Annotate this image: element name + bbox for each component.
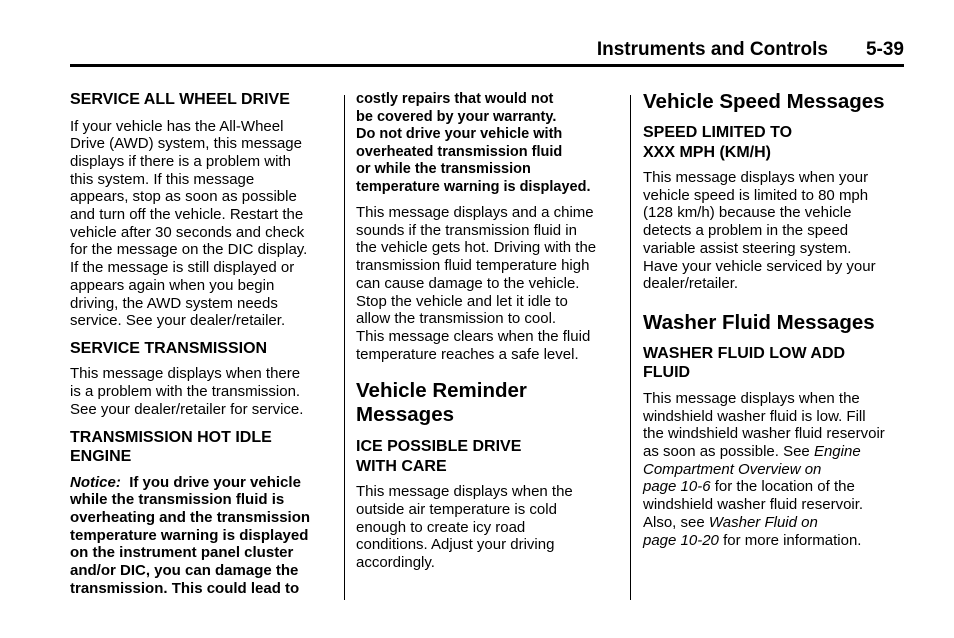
engine-compartment-link[interactable]: Compartment Overview on (643, 460, 822, 478)
speed-line: (128 km/h) because the vehicle (643, 204, 852, 222)
washer-fluid-link[interactable]: Washer Fluid on (708, 513, 818, 531)
ice-line: accordingly. (356, 554, 435, 572)
washer-line (643, 514, 907, 532)
hot-line: sounds if the transmission fluid in (356, 221, 577, 239)
washer-heading-line: WASHER FLUID LOW ADD (643, 344, 846, 362)
washer-line: This message displays when the (643, 389, 860, 407)
hot-line: temperature reaches a safe level. (356, 345, 579, 363)
speed-line: Have your vehicle serviced by your (643, 257, 876, 275)
notice-line: temperature warning is displayed (70, 526, 309, 544)
hot-line: transmission fluid temperature high (356, 257, 590, 275)
awd-line: this system. If this message (70, 170, 255, 188)
hot-idle-heading-line: TRANSMISSION HOT IDLE (70, 428, 272, 446)
speed-heading-line: SPEED LIMITED TO (643, 124, 793, 141)
speed-line: vehicle speed is limited to 80 mph (643, 186, 869, 204)
hot-idle-heading (70, 428, 332, 467)
ice-heading (356, 437, 620, 476)
trans-line: is a problem with the transmission. (70, 383, 301, 401)
notice-line: temperature warning is displayed. (356, 178, 591, 195)
notice-line: while the transmission fluid is (70, 491, 285, 509)
hot-line: allow the transmission to cool. (356, 310, 557, 328)
awd-line: driving, the AWD system needs (70, 294, 278, 312)
notice-line: overheated transmission fluid (356, 143, 563, 160)
ice-heading-line: ICE POSSIBLE DRIVE (356, 438, 522, 456)
hot-idle-heading-line: ENGINE (70, 448, 132, 466)
page-reference-link[interactable]: page 10-6 (643, 478, 711, 496)
washer-line (643, 443, 907, 461)
hot-line: the vehicle gets hot. Driving with the (356, 239, 597, 257)
notice-line: Do not drive your vehicle with (356, 126, 563, 142)
speed-line: This message displays when your (643, 169, 869, 186)
washer-line: windshield washer fluid reservoir. (643, 496, 864, 514)
washer-line (643, 532, 907, 550)
awd-line: for the message on the DIC display. (70, 241, 308, 259)
washer-line (643, 478, 907, 496)
awd-line: service. See your dealer/retailer. (70, 312, 286, 330)
hot-line: This message clears when the fluid (356, 327, 591, 345)
ice-line: This message displays when the (356, 483, 573, 501)
notice-first-line (70, 474, 332, 492)
trans-line: This message displays when there (70, 365, 301, 383)
awd-heading: SERVICE ALL WHEEL DRIVE (70, 91, 290, 108)
ice-line: outside air temperature is cold (356, 501, 557, 519)
ice-line: enough to create icy road (356, 518, 526, 536)
washer-low-heading (643, 344, 907, 383)
washer-line: windshield washer fluid is low. Fill (643, 407, 866, 425)
speed-heading-line: XXX MPH (KM/H) (643, 143, 771, 161)
hot-line: This message displays and a chime (356, 204, 594, 221)
column-2 (356, 91, 620, 572)
reminder-heading-line: Messages (356, 403, 455, 427)
speed-line: dealer/retailer. (643, 275, 739, 293)
page-number: 5-39 (865, 39, 904, 60)
washer-line: the windshield washer fluid reservoir (643, 425, 885, 443)
notice-line: be covered by your warranty. (356, 108, 557, 125)
awd-line: displays if there is a problem with (70, 152, 291, 170)
hot-line: Stop the vehicle and let it idle to (356, 292, 568, 310)
section-title: Instruments and Controls (596, 39, 828, 60)
service-transmission-heading: SERVICE TRANSMISSION (70, 339, 268, 357)
notice-label: Notice: (70, 473, 121, 491)
column-divider-2 (630, 95, 631, 600)
ice-heading-line: WITH CARE (356, 457, 447, 475)
notice-line: costly repairs that would not (356, 91, 554, 107)
washer-text: Also, see (643, 513, 709, 531)
trans-line: See your dealer/retailer for service. (70, 400, 304, 418)
washer-text: as soon as possible. See (643, 443, 814, 461)
vehicle-reminder-heading (356, 379, 620, 427)
washer-line (643, 461, 907, 479)
washer-heading-line: FLUID (643, 364, 691, 382)
column-3 (643, 90, 907, 549)
awd-line: Drive (AWD) system, this message (70, 135, 302, 153)
notice-continued (356, 91, 620, 196)
speed-line: detects a problem in the speed (643, 222, 849, 240)
speed-limited-heading (643, 123, 907, 162)
awd-line: If your vehicle has the All-Wheel (70, 117, 284, 135)
awd-line: appears again when you begin (70, 276, 275, 294)
page-header (70, 38, 904, 64)
ice-body (356, 483, 620, 572)
notice-block (70, 474, 332, 598)
awd-line: vehicle after 30 seconds and check (70, 223, 305, 241)
notice-line: and/or DIC, you can damage the (70, 562, 299, 580)
column-1 (70, 90, 332, 597)
header-rule (70, 64, 904, 67)
service-transmission-body (70, 365, 332, 418)
awd-line: and turn off the vehicle. Restart the (70, 206, 304, 224)
washer-body (643, 390, 907, 549)
washer-text: for more information. (718, 531, 862, 549)
engine-compartment-link[interactable]: Engine (813, 443, 861, 461)
speed-body (643, 169, 907, 293)
awd-line: If the message is still displayed or (70, 259, 295, 277)
ice-line: conditions. Adjust your driving (356, 536, 555, 554)
awd-body (70, 118, 332, 330)
page-reference-link[interactable]: page 10-20 (643, 531, 719, 549)
notice-text: If you drive your vehicle (129, 473, 301, 491)
awd-line: appears, stop as soon as possible (70, 188, 297, 206)
hot-line: can cause damage to the vehicle. (356, 274, 580, 292)
notice-line: transmission. This could lead to (70, 579, 300, 597)
speed-line: variable assist steering system. (643, 239, 852, 257)
vehicle-speed-heading: Vehicle Speed Messages (643, 90, 885, 113)
column-divider-1 (344, 95, 345, 600)
notice-line: overheating and the transmission (70, 508, 311, 526)
reminder-heading-line: Vehicle Reminder (356, 379, 527, 403)
notice-line: on the instrument panel cluster (70, 544, 294, 562)
notice-line: or while the transmission (356, 161, 531, 177)
washer-text: for the location of the (710, 478, 855, 496)
washer-fluid-heading: Washer Fluid Messages (643, 310, 875, 334)
hot-idle-body (356, 204, 620, 363)
